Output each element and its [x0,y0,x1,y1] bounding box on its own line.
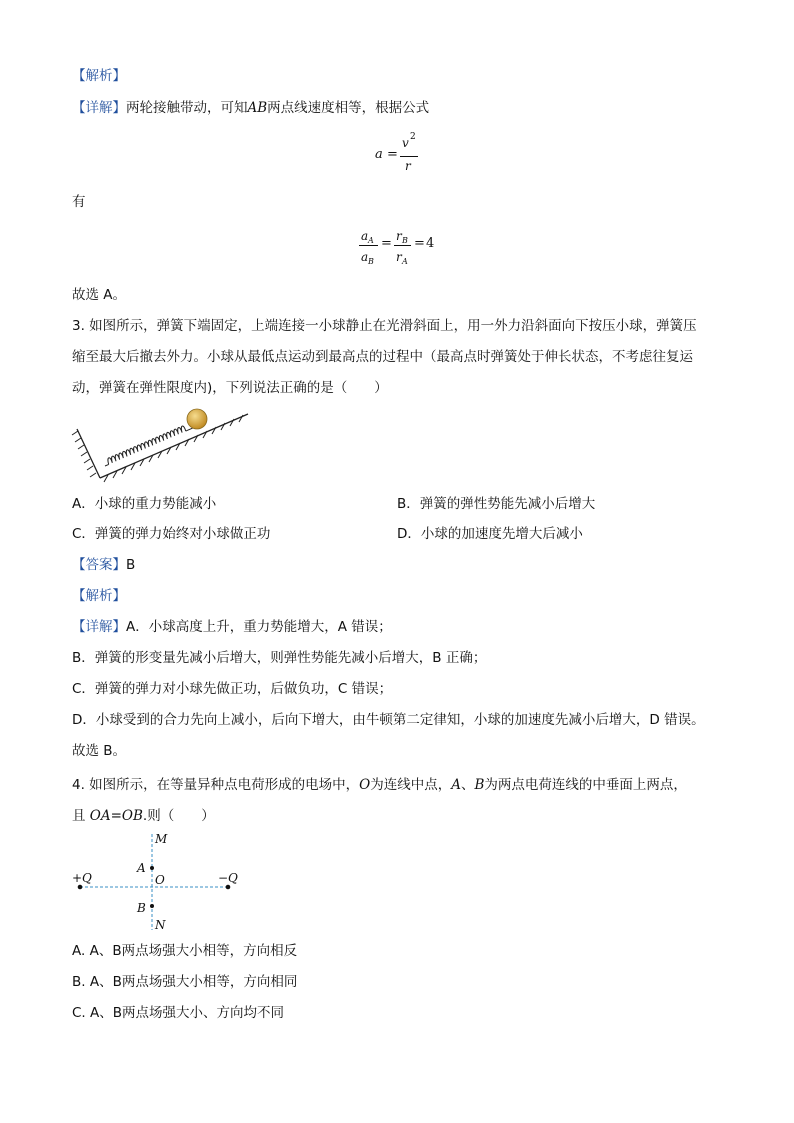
q3-stem-line-3: 动，弹簧在弹性限度内)，下列说法正确的是（ ） [72,380,388,396]
detail-tag: 【详解】 [72,100,126,116]
label-n: N [155,918,166,932]
analysis-heading: 【解析】 [72,68,126,84]
point-b-dot [150,904,154,908]
q4-option-c[interactable]: C. A、B两点场强大小、方向均不同 [72,1005,285,1021]
q3-stem-line-1: 3. 如图所示，弹簧下端固定，上端连接一小球静止在光滑斜面上，用一外力沿斜面向下按压小球，弹簧压 [72,318,697,334]
q3-detail-c: C．弹簧的弹力对小球先做正功，后做负功，C 错误； [72,681,393,697]
label-m: M [155,832,168,846]
negative-charge-dot [226,885,231,890]
q3-option-c[interactable]: C．弹簧的弹力始终对小球做正功 [72,526,271,542]
charge-field-diagram [68,828,248,934]
q3-stem-line-2: 缩至最大后撤去外力。小球从最低点运动到最高点的过程中（最高点时弹簧处于伸长状态，不考虑往复运 [72,349,693,365]
q3-detail-b: B．弹簧的形变量先减小后增大，则弹性势能先减小后增大，B 正确； [72,650,487,666]
q3-option-a[interactable]: A．小球的重力势能减小 [72,496,217,512]
point-a-dot [150,866,154,870]
positive-charge-dot [78,885,83,890]
q4-option-a[interactable]: A. A、B两点场强大小相等，方向相反 [72,943,298,959]
have-text: 有 [72,194,86,210]
q3-conclusion: 故选 B。 [72,743,127,759]
q3-analysis-heading: 【解析】 [72,588,126,604]
q3-detail-d: D．小球受到的合力先向上减小，后向下增大，由牛顿第二定律知，小球的加速度先减小后增大，D 错误。 [72,712,705,728]
q3-option-d[interactable]: D．小球的加速度先增大后减小 [397,526,583,542]
q4-stem-line-1: 4. 如图所示，在等量异种点电荷形成的电场中，O为连线中点，A、B为两点电荷连线的中垂面上两点， [72,777,687,793]
q4-stem-line-2: 且 OA=OB.则（ ） [72,808,215,824]
q4-option-b[interactable]: B. A、B两点场强大小相等，方向相同 [72,974,298,990]
label-plus-q: +Q [72,871,92,885]
label-b: B [137,901,146,915]
label-minus-q: −Q [218,871,238,885]
conclusion-text: 故选 A。 [72,287,127,303]
ball-icon [187,409,207,429]
q3-detail-a: 【详解】A．小球高度上升，重力势能增大，A 错误； [72,619,392,635]
incline-spring-diagram [70,402,255,487]
q3-answer: 【答案】B [72,557,136,573]
detail-paragraph: 【详解】两轮接触带动，可知AB两点线速度相等，根据公式 [72,100,430,116]
label-a: A [137,861,146,875]
q3-option-b[interactable]: B．弹簧的弹性势能先减小后增大 [397,496,596,512]
label-o: O [155,873,165,887]
